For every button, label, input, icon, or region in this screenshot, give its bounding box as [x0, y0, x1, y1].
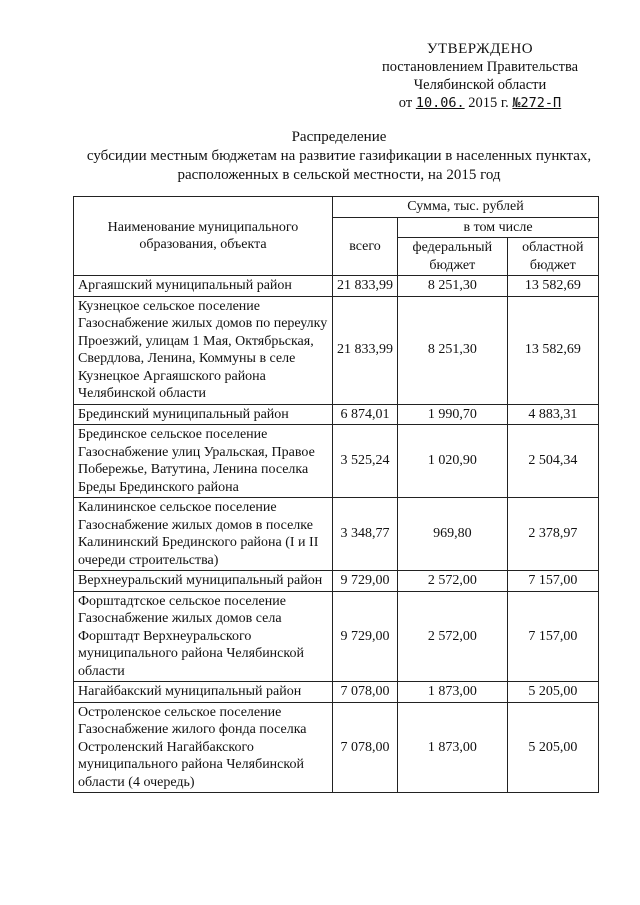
row-name: Калининское сельское поселение Газоснабжение жилых домов в поселке Калининский Брединского района (I и II очереди строительства) — [74, 498, 333, 571]
row-regional: 13 582,69 — [507, 276, 598, 297]
approval-number: №272-П — [512, 95, 562, 111]
row-total: 7 078,00 — [333, 682, 398, 703]
row-regional: 2 378,97 — [507, 498, 598, 571]
table-row — [74, 296, 599, 404]
row-regional: 7 157,00 — [507, 591, 598, 682]
approval-date-line — [365, 94, 595, 112]
header-name: Наименование муниципального образования, объекта — [74, 197, 333, 276]
table-row — [74, 702, 599, 793]
row-federal: 2 572,00 — [398, 591, 508, 682]
header-sum: Сумма, тыс. рублей — [333, 197, 599, 218]
row-regional: 2 504,34 — [507, 425, 598, 498]
row-name: Нагайбакский муниципальный район — [74, 682, 333, 703]
row-federal: 969,80 — [398, 498, 508, 571]
row-name: Брединский муниципальный район — [74, 404, 333, 425]
row-regional: 7 157,00 — [507, 571, 598, 592]
row-total: 21 833,99 — [333, 276, 398, 297]
row-regional: 13 582,69 — [507, 296, 598, 404]
table-row — [74, 571, 599, 592]
row-federal: 2 572,00 — [398, 571, 508, 592]
table-header-row — [74, 197, 599, 218]
document-heading — [70, 128, 608, 185]
row-total: 6 874,01 — [333, 404, 398, 425]
header-including: в том числе — [398, 217, 599, 238]
row-federal: 8 251,30 — [398, 276, 508, 297]
row-federal: 1 873,00 — [398, 682, 508, 703]
heading-line-2: субсидии местным бюджетам на развитие газификации в населенных пунктах, — [86, 148, 592, 164]
subsidy-table — [73, 196, 599, 793]
row-name: Кузнецкое сельское поселение Газоснабжение жилых домов по переулку Проезжий, улицам 1 Мая, Октябрьская, Свердлова, Ленина, Коммуны в селе Кузнецкое Аргаяшского района Челябинской области — [74, 296, 333, 404]
approval-from: от — [398, 95, 413, 111]
row-name: Аргаяшский муниципальный район — [74, 276, 333, 297]
approval-title: УТВЕРЖДЕНО — [426, 41, 534, 57]
row-federal: 1 873,00 — [398, 702, 508, 793]
table-row — [74, 591, 599, 682]
row-total: 21 833,99 — [333, 296, 398, 404]
row-total: 9 729,00 — [333, 591, 398, 682]
row-federal: 1 990,70 — [398, 404, 508, 425]
header-federal: федеральный бюджет — [398, 238, 508, 276]
approval-date: 10.06. — [415, 95, 465, 111]
approval-year: 2015 г. — [468, 95, 509, 111]
row-name: Брединское сельское поселение Газоснабжение улиц Уральская, Правое Побережье, Ватутина, Ленина поселка Бреды Брединского района — [74, 425, 333, 498]
heading-line-3: расположенных в сельской местности, на 2015 год — [177, 167, 501, 183]
table-row — [74, 498, 599, 571]
table-row — [74, 276, 599, 297]
row-regional: 5 205,00 — [507, 682, 598, 703]
row-name: Форштадтское сельское поселение Газоснабжение жилых домов села Форштадт Верхнеуральского муниципального района Челябинской области — [74, 591, 333, 682]
row-name: Остроленское сельское поселение Газоснабжение жилого фонда поселка Остроленский Нагайбакского муниципального района Челябинской области (4 очередь) — [74, 702, 333, 793]
row-name: Верхнеуральский муниципальный район — [74, 571, 333, 592]
row-total: 7 078,00 — [333, 702, 398, 793]
table-row — [74, 425, 599, 498]
row-total: 3 525,24 — [333, 425, 398, 498]
row-total: 9 729,00 — [333, 571, 398, 592]
approval-line-1: постановлением Правительства — [381, 59, 579, 75]
approval-line-2: Челябинской области — [413, 77, 547, 93]
approval-stamp — [365, 40, 595, 112]
row-federal: 1 020,90 — [398, 425, 508, 498]
header-regional: областной бюджет — [507, 238, 598, 276]
row-regional: 4 883,31 — [507, 404, 598, 425]
table-row — [74, 682, 599, 703]
row-total: 3 348,77 — [333, 498, 398, 571]
table-row — [74, 404, 599, 425]
row-regional: 5 205,00 — [507, 702, 598, 793]
header-total: всего — [333, 217, 398, 276]
row-federal: 8 251,30 — [398, 296, 508, 404]
heading-line-1: Распределение — [291, 129, 387, 145]
